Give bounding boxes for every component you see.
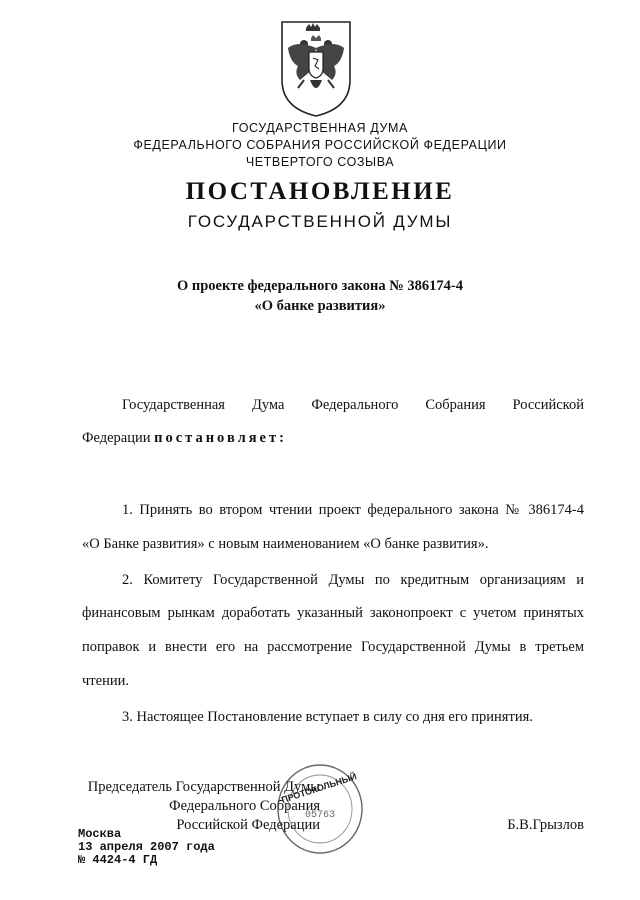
subject-line-1: О проекте федерального закона № 386174-4: [176, 278, 464, 294]
item-2-line-3: поправок и внести его на рассмотрение Государственной Думы в третьем: [82, 639, 584, 655]
preamble-line-1: Государственная Дума Федерального Собрания Российской: [122, 397, 584, 413]
item-2-line-4: чтении.: [82, 673, 129, 689]
item-1-line-2: «О Банке развития» с новым наименованием «О банке развития».: [82, 536, 489, 552]
document-subject: [0, 276, 640, 316]
protocol-stamp: [272, 755, 368, 861]
item-2-line-2: финансовым рынкам доработать указанный законопроект с учетом принятых: [82, 605, 584, 621]
coat-of-arms-emblem: [276, 18, 356, 118]
stamp-title: ПРОТОКОЛЬНЫЙ: [280, 771, 358, 806]
footer-city: Москва: [78, 827, 122, 841]
document-footer: [78, 828, 215, 867]
footer-date: 13 апреля 2007 года: [78, 840, 215, 854]
org-line-1: ГОСУДАРСТВЕННАЯ ДУМА: [232, 121, 408, 135]
item-3-line-1: 3. Настоящее Постановление вступает в силу со дня его принятия.: [122, 709, 533, 725]
signatory-name: Б.В.Грызлов: [507, 817, 584, 833]
preamble-line-2: [82, 430, 584, 447]
subject-line-2: «О банке развития»: [254, 298, 386, 314]
item-2-line-1: 2. Комитету Государственной Думы по кредитным организациям и: [122, 572, 584, 588]
preamble-federation: Федерации: [82, 430, 151, 446]
document-subtype: ГОСУДАРСТВЕННОЙ ДУМЫ: [187, 212, 453, 231]
organization-header: [0, 120, 640, 171]
stamp-number: 05763: [304, 810, 336, 821]
item-1-line-1: 1. Принять во втором чтении проект федерального закона № 386174-4: [122, 502, 584, 518]
signatory-title-line-2: Федерального Собрания: [169, 798, 320, 814]
document-type: ПОСТАНОВЛЕНИЕ: [185, 178, 455, 205]
org-line-2: ФЕДЕРАЛЬНОГО СОБРАНИЯ РОССИЙСКОЙ ФЕДЕРАЦИИ: [133, 138, 507, 152]
signatory-title-line-1: Председатель Государственной Думы: [87, 779, 320, 795]
preamble-resolves: постановляет:: [154, 430, 287, 446]
signatory-title-line-3: Российской Федерации: [176, 817, 320, 833]
footer-number: № 4424-4 ГД: [78, 853, 158, 867]
org-line-3: ЧЕТВЕРТОГО СОЗЫВА: [245, 155, 395, 169]
